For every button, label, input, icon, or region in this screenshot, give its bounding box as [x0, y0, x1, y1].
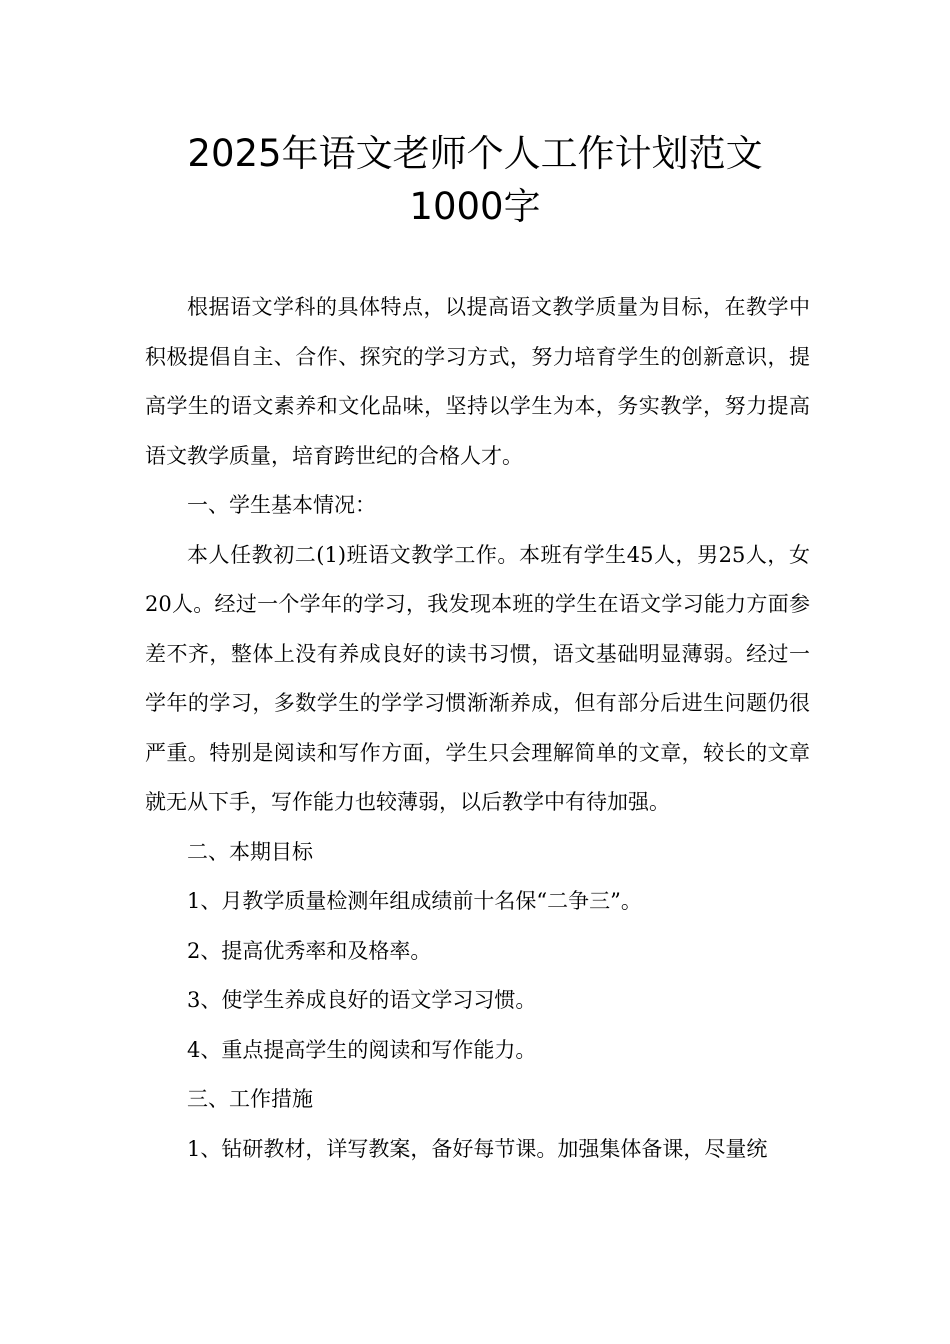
goal-item-2: 2、提高优秀率和及格率。: [187, 938, 432, 963]
measure-item-1: 1、钻研教材，详写教案，备好每节课。加强集体备课，尽量统: [187, 1136, 768, 1161]
goal-item-3: 3、使学生养成良好的语文学习习惯。: [187, 988, 537, 1012]
title-line-2: 1000字: [409, 185, 541, 228]
document-body: [145, 283, 810, 1174]
title-line-1: 2025年语文老师个人工作计划范文: [187, 132, 763, 175]
students-paragraph: 本人任教初二(1)班语文教学工作。本班有学生45人，男25人，女20人。经过一个学年的学习，我发现本班的学生在语文学习能力方面参差不齐，整体上没有养成良好的读书习惯，语文基础明显薄弱。经过一学年的学习，多数学生的学学习惯渐渐养成，但有部分后进生问题仍很严重。特别是阅读和写作方面，学生只会理解简单的文章，较长的文章就无从下手，写作能力也较薄弱，以后教学中有待加强。: [145, 542, 810, 814]
section-heading-goals: 二、本期目标: [187, 839, 313, 864]
section-heading-measures: 三、工作措施: [187, 1087, 313, 1111]
goal-item-1: 1、月教学质量检测年组成绩前十名保“二争三”。: [187, 889, 642, 913]
intro-paragraph: 根据语文学科的具体特点，以提高语文教学质量为目标，在教学中积极提倡自主、合作、探究的学习方式，努力培育学生的创新意识，提高学生的语文素养和文化品味，坚持以学生为本，务实教学，努力提高语文教学质量，培育跨世纪的合格人才。: [145, 295, 810, 468]
document-title: [0, 127, 950, 233]
goal-item-4: 4、重点提高学生的阅读和写作能力。: [187, 1037, 537, 1062]
section-heading-students: 一、学生基本情况：: [187, 493, 376, 517]
